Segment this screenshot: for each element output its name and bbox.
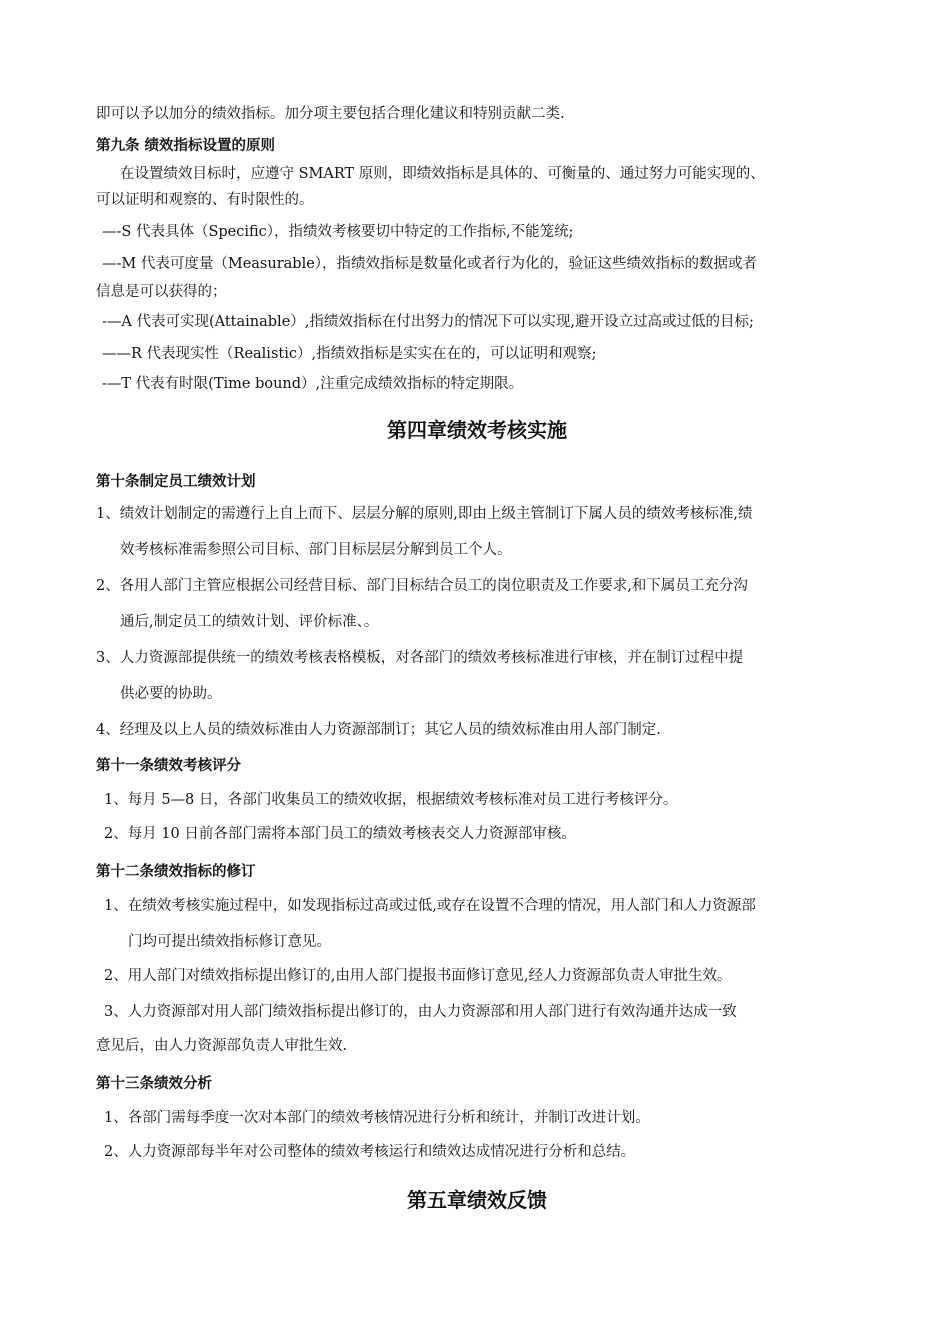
smart-a-line: -—A 代表可实现(Attainable）,指绩效指标在付出努力的情况下可以实现,避开设立过高或过低的目标; — [102, 314, 754, 330]
article13-item2: 2、人力资源部每半年对公司整体的绩效考核运行和绩效达成情况进行分析和总结。 — [104, 1144, 636, 1160]
article11-heading: 第十一条绩效考核评分 — [96, 758, 241, 774]
article10-heading: 第十条制定员工绩效计划 — [96, 474, 256, 490]
article9-paragraph-line1: 在设置绩效目标时，应遵守 SMART 原则，即绩效指标是具体的、可衡量的、通过努力可能实现的、 — [120, 166, 765, 182]
article9-heading: 第九条 绩效指标设置的原则 — [96, 138, 276, 154]
chapter4-title: 第四章绩效考核实施 — [387, 418, 567, 442]
article10-item1-line1: 1、绩效计划制定的需遵行上自上而下、层层分解的原则,即由上级主管制订下属人员的绩效考核标准,绩 — [96, 506, 753, 522]
article10-item3-line1: 3、人力资源部提供统一的绩效考核表格模板，对各部门的绩效考核标准进行审核，并在制订过程中提 — [96, 650, 744, 666]
article11-item2: 2、每月 10 日前各部门需将本部门员工的绩效考核表交人力资源部审核。 — [104, 826, 576, 842]
smart-m-line1: —-M 代表可度量（Measurable），指绩效指标是数量化或者行为化的，验证这些绩效指标的数据或者 — [102, 256, 758, 272]
article10-item2-line1: 2、各用人部门主管应根据公司经营目标、部门目标结合员工的岗位职责及工作要求,和下属员工充分沟 — [96, 578, 748, 594]
article10-item4: 4、经理及以上人员的绩效标准由人力资源部制订；其它人员的绩效标准由用人部门制定. — [96, 722, 661, 738]
article13-item1: 1、各部门需每季度一次对本部门的绩效考核情况进行分析和统计，并制订改进计划。 — [104, 1110, 650, 1126]
article9-paragraph-line2: 可以证明和观察的、有时限性的。 — [96, 192, 314, 208]
smart-s-line: —-S 代表具体（Specific），指绩效考核要切中特定的工作指标,不能笼统; — [102, 224, 574, 240]
article12-heading: 第十二条绩效指标的修订 — [96, 864, 256, 880]
smart-t-line: -—T 代表有时限(Time bound）,注重完成绩效指标的特定期限。 — [102, 376, 524, 392]
article10-item2-line2: 通后,制定员工的绩效计划、评价标准、。 — [120, 614, 379, 630]
smart-r-line: ——R 代表现实性（Realistic）,指绩效指标是实实在在的，可以证明和观察; — [102, 346, 597, 362]
article10-item3-line2: 供必要的协助。 — [120, 686, 222, 702]
article12-item1-line2: 门均可提出绩效指标修订意见。 — [128, 934, 331, 950]
article13-heading: 第十三条绩效分析 — [96, 1076, 212, 1092]
article12-item3-line1: 3、人力资源部对用人部门绩效指标提出修订的，由人力资源部和用人部门进行有效沟通并达成一致 — [104, 1004, 737, 1020]
chapter5-title: 第五章绩效反馈 — [407, 1188, 547, 1212]
smart-m-line2: 信息是可以获得的； — [96, 284, 227, 300]
article12-item3-line2: 意见后，由人力资源部负责人审批生效. — [96, 1038, 348, 1054]
article11-item1: 1、每月 5—8 日，各部门收集员工的绩效收据，根据绩效考核标准对员工进行考核评分。 — [104, 792, 678, 808]
article10-item1-line2: 效考核标准需参照公司目标、部门目标层层分解到员工个人。 — [120, 542, 512, 558]
article12-item1-line1: 1、在绩效考核实施过程中，如发现指标过高或过低,或存在设置不合理的情况，用人部门和人力资源部 — [104, 898, 756, 914]
article12-item2: 2、用人部门对绩效指标提出修订的,由用人部门提报书面修订意见,经人力资源部负责人审批生效。 — [104, 968, 732, 984]
intro-line: 即可以予以加分的绩效指标。加分项主要包括合理化建议和特别贡献二类. — [96, 106, 565, 122]
